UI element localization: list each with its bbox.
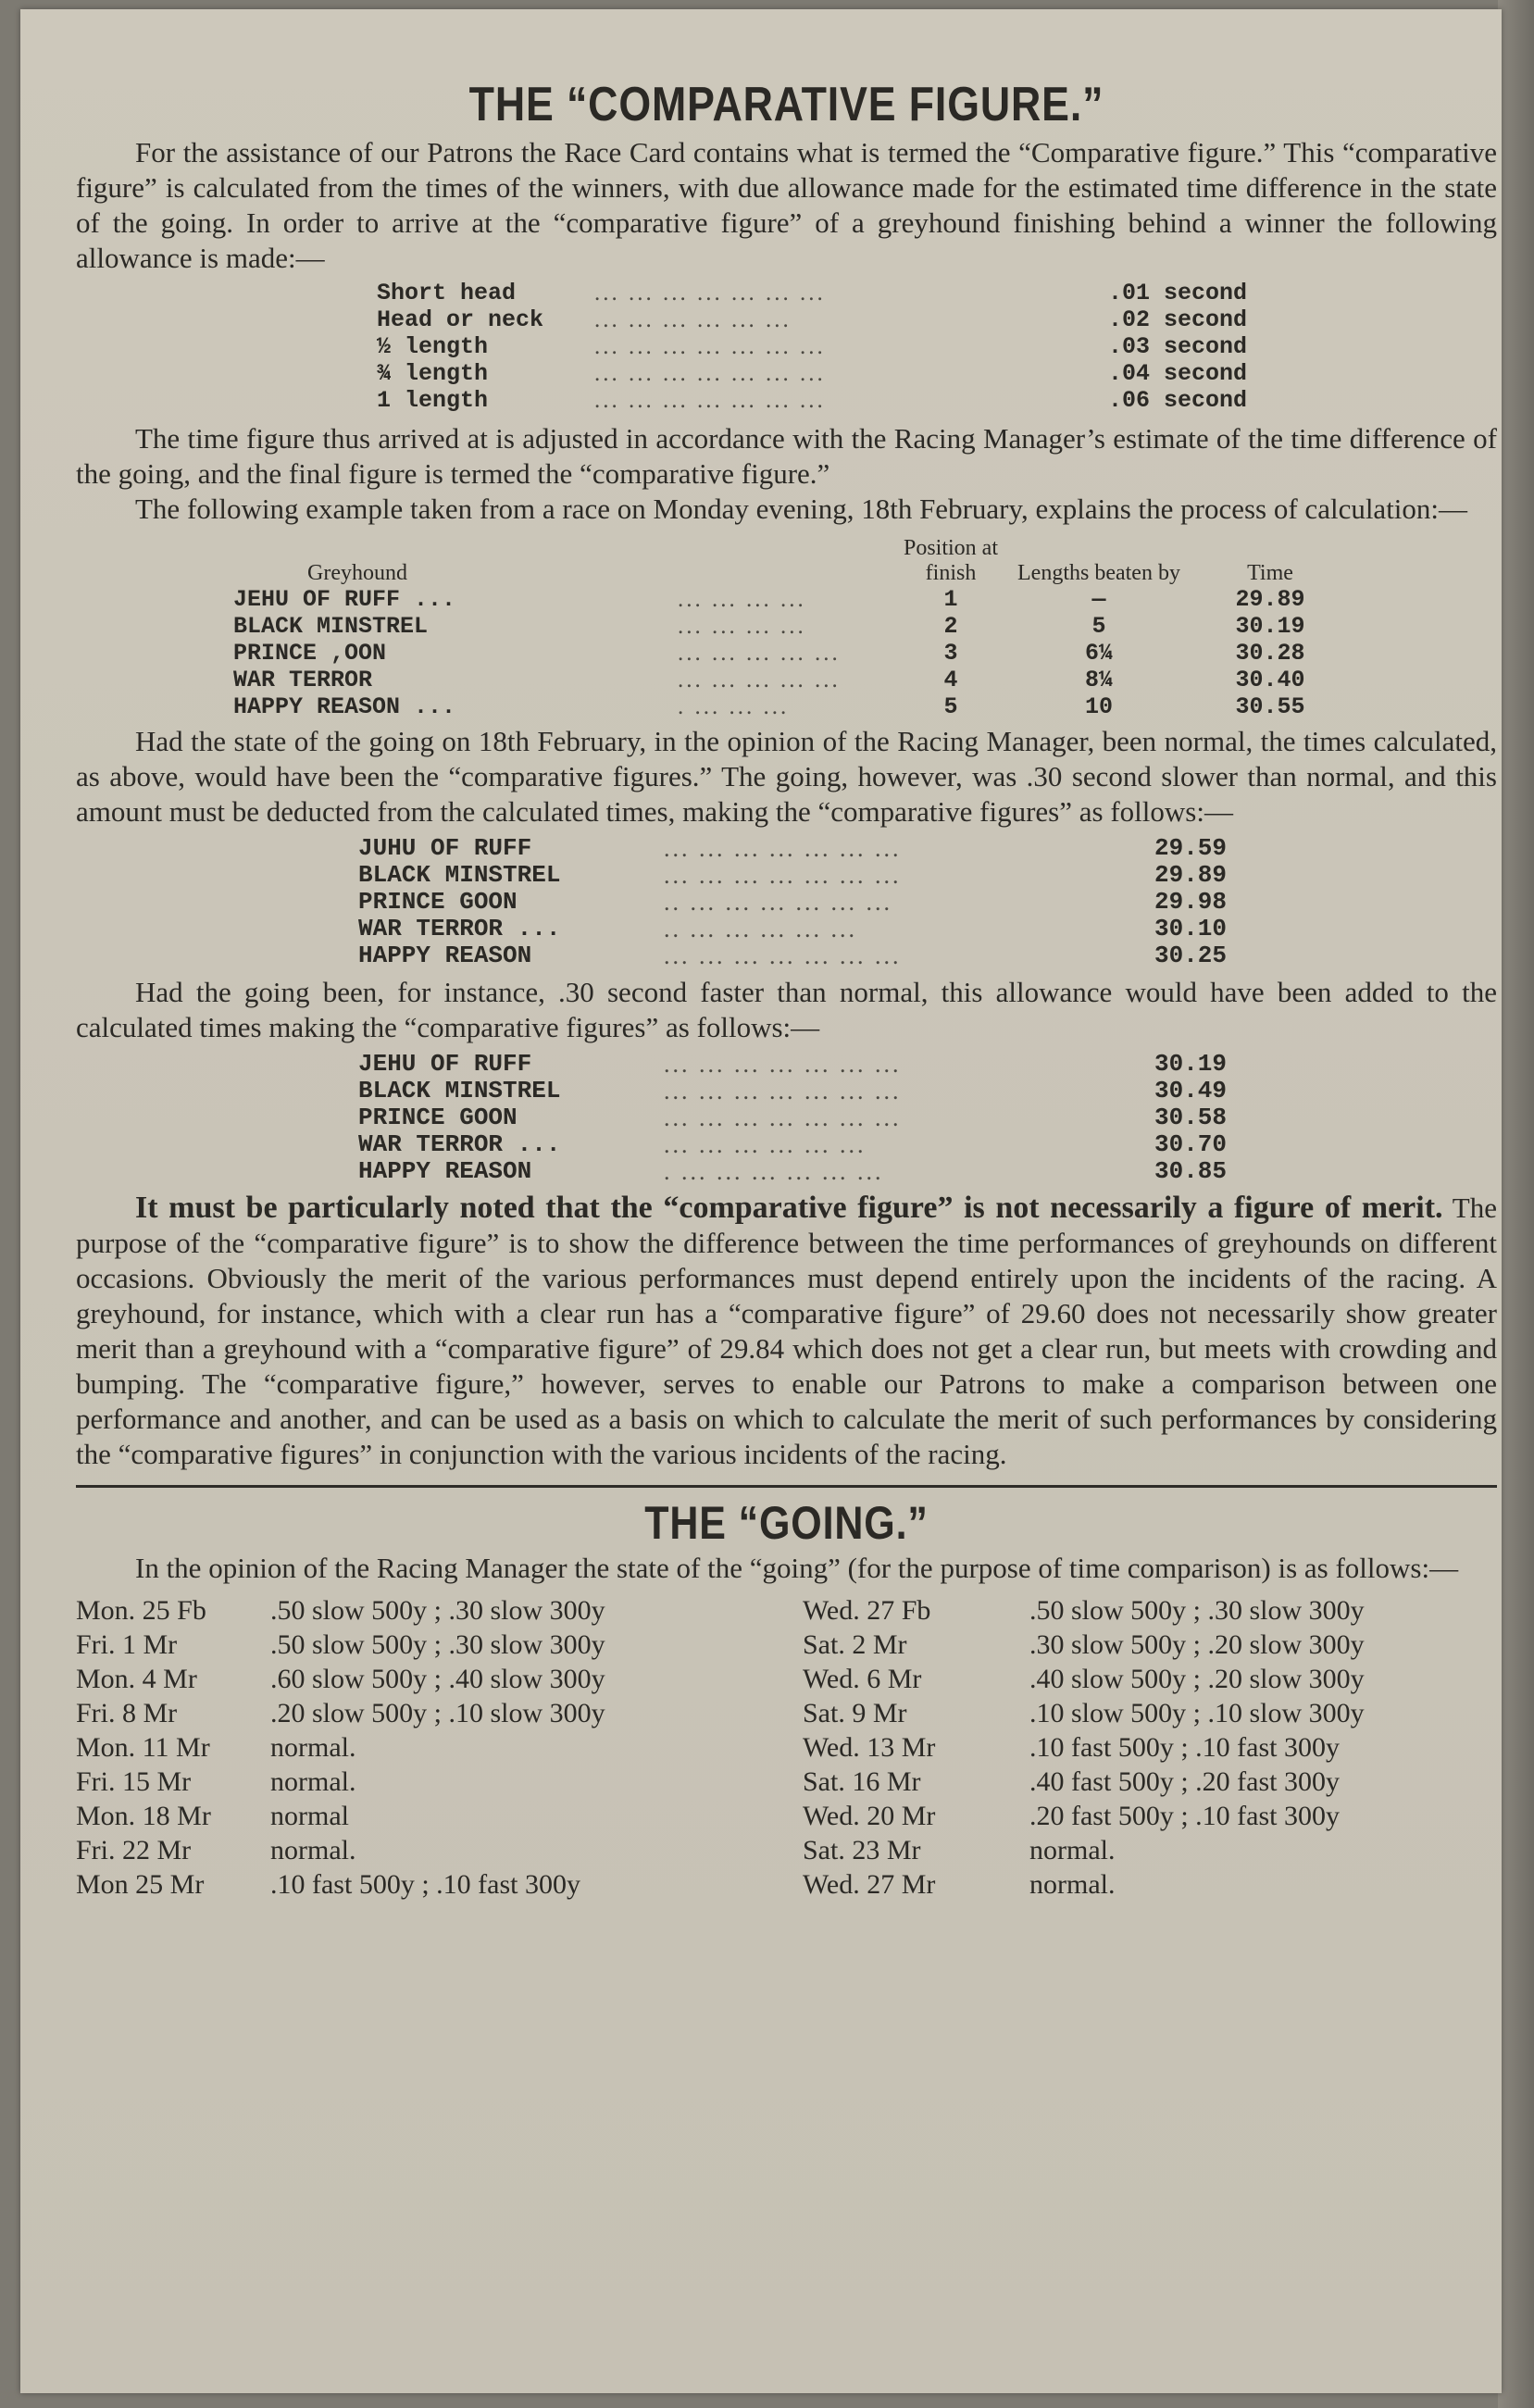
table-row (233, 667, 1353, 693)
going-state: normal. (1029, 1869, 1116, 1900)
finish-position: 1 (943, 586, 958, 613)
race-time: 29.89 (1235, 586, 1305, 613)
finish-position: 5 (943, 693, 958, 720)
going-state: .50 slow 500y ; .30 slow 300y (1029, 1595, 1365, 1626)
going-row (76, 1833, 766, 1867)
going-row (803, 1799, 1492, 1833)
greyhound-name: JEHU OF RUFF ... (233, 586, 456, 613)
comparative-value: 29.98 (1154, 888, 1228, 916)
race-time: 30.19 (1235, 613, 1305, 640)
comparative-value: 30.25 (1154, 942, 1228, 969)
leader-dots: ... ... ... ... ... ... ... (594, 361, 826, 386)
faster-paragraph: Had the going been, for instance, .30 second faster than normal, this allowance would have been added to the calculated times making the “comparative figures” as follows:— (76, 976, 1497, 1043)
going-date: Wed. 13 Mr (803, 1732, 936, 1763)
going-state: normal. (270, 1766, 356, 1797)
header-greyhound: Greyhound (307, 561, 407, 585)
greyhound-name: PRINCE GOON (358, 1104, 518, 1131)
allowance-row (377, 280, 1497, 306)
lengths-beaten: 8¼ (1084, 667, 1113, 693)
going-row (803, 1730, 1492, 1765)
going-date: Sat. 9 Mr (803, 1698, 907, 1728)
greyhound-name: BLACK MINSTREL (358, 1077, 561, 1104)
comparative-value: 30.19 (1154, 1050, 1228, 1078)
greyhound-name: HAPPY REASON ... (233, 693, 456, 720)
allowance-value: .02 second (1108, 306, 1248, 333)
leader-dots: ... ... ... ... ... ... ... (664, 1051, 902, 1078)
comparative-intro: For the assistance of our Patrons the Race Card contains what is termed the “Comparative figure.” This “comparative figure” is calculated from the times of the winners, with due allowance made for the estimated time difference in the state of the going. In order to arrive at the “comparative figure” of a greyhound finishing behind a winner the following allowance is made:— (76, 136, 1497, 274)
table-row (233, 640, 1353, 667)
race-card-page (20, 9, 1502, 2393)
going-date: Wed. 27 Mr (803, 1869, 936, 1900)
going-date: Wed. 20 Mr (803, 1801, 936, 1831)
going-row (803, 1628, 1492, 1662)
leader-dots: ... ... ... ... ... ... ... (664, 1104, 902, 1131)
figure-row (358, 1158, 1497, 1185)
going-state: .60 slow 500y ; .40 slow 300y (270, 1664, 605, 1694)
allowance-value: .03 second (1108, 333, 1248, 360)
greyhound-name: WAR TERROR ... (358, 915, 561, 942)
leader-dots: ... ... ... ... ... (678, 668, 841, 692)
lengths-beaten: 10 (1084, 693, 1113, 720)
going-date: Fri. 15 Mr (76, 1766, 192, 1797)
going-state: .40 fast 500y ; .20 fast 300y (1029, 1766, 1340, 1797)
slower-paragraph: Had the state of the going on 18th February, in the opinion of the Racing Manager, been normal, the times calculated, as above, would have been the “comparative figures.” The going, however, was .30 second slower than normal, and this amount must be deducted from the calculated times, making the “comparative figures” as follows:— (76, 725, 1497, 828)
race-example-table (233, 536, 1353, 720)
going-state: normal. (270, 1732, 356, 1763)
allowance-label: ½ length (377, 333, 489, 360)
going-date: Sat. 2 Mr (803, 1629, 907, 1660)
race-table-header (233, 536, 1353, 586)
figure-row (358, 835, 1497, 862)
leader-dots: ... ... ... ... ... ... ... (664, 835, 902, 862)
leader-dots: ... ... ... ... (678, 614, 806, 639)
going-state: .50 slow 500y ; .30 slow 300y (270, 1595, 605, 1626)
race-time: 30.28 (1235, 640, 1305, 667)
header-time: Time (1247, 561, 1293, 585)
leader-dots: ... ... ... ... ... (678, 641, 841, 666)
going-state: .20 fast 500y ; .10 fast 300y (1029, 1801, 1340, 1831)
leader-dots: . ... ... ... ... ... ... (664, 1158, 884, 1185)
going-state: .30 slow 500y ; .20 slow 300y (1029, 1629, 1365, 1660)
leader-dots: .. ... ... ... ... ... (664, 916, 857, 942)
comparative-value: 30.58 (1154, 1104, 1228, 1131)
allowance-value: .06 second (1108, 387, 1248, 414)
finish-position: 4 (943, 667, 958, 693)
going-left-column (76, 1593, 766, 1902)
example-intro: The following example taken from a race on Monday evening, 18th February, explains the process of calculation:— (135, 493, 1468, 525)
greyhound-name: JUHU OF RUFF (358, 834, 532, 862)
lengths-beaten: 6¼ (1084, 640, 1113, 667)
race-time: 30.40 (1235, 667, 1305, 693)
going-state: normal (270, 1801, 349, 1831)
leader-dots: ... ... ... ... (678, 587, 806, 612)
going-right-column (803, 1593, 1492, 1902)
allowance-value: .01 second (1108, 280, 1248, 306)
greyhound-name: JEHU OF RUFF (358, 1050, 532, 1078)
slower-figures-list (358, 835, 1497, 969)
finish-position: 2 (943, 613, 958, 640)
faster-figures-list (358, 1051, 1497, 1185)
going-date: Fri. 22 Mr (76, 1835, 192, 1865)
leader-dots: . ... ... ... (678, 694, 790, 719)
merit-paragraph (76, 1191, 1497, 1472)
adjust-paragraph: The time figure thus arrived at is adjusted in accordance with the Racing Manager’s estimate of the time difference of the going, and the final figure is termed the “comparative figure.” (76, 422, 1497, 490)
going-row (76, 1765, 766, 1799)
going-state: .20 slow 500y ; .10 slow 300y (270, 1698, 605, 1728)
greyhound-name: WAR TERROR ... (358, 1130, 561, 1158)
figure-row (358, 1051, 1497, 1078)
going-state: .10 fast 500y ; .10 fast 300y (1029, 1732, 1340, 1763)
going-state: .50 slow 500y ; .30 slow 300y (270, 1629, 605, 1660)
figure-row (358, 916, 1497, 942)
going-date: Mon 25 Mr (76, 1869, 205, 1900)
going-date: Sat. 23 Mr (803, 1835, 921, 1865)
merit-body-text: The purpose of the “comparative figure” is to show the difference between the time performances of greyhounds on different occasions. Obviously the merit of the various performances must depend entirely upon the incidents of the racing. A greyhound, for instance, which with a clear run has a “comparative figure” of 29.60 does not necessarily show greater merit than a greyhound with a “comparative figure” of 29.84 which does not get a clear run, but meets with crowding and bumping. The “comparative figure,” however, serves to enable our Patrons to make a comparison between one performance and another, and can be used as a basis on which to calculate the merit of such performances by considering the “comparative figures” in conjunction with the various incidents of the racing. (76, 1192, 1497, 1470)
going-row (803, 1867, 1492, 1902)
allowance-label: Head or neck (377, 306, 544, 333)
allowance-list (377, 280, 1497, 414)
greyhound-name: BLACK MINSTREL (358, 861, 561, 889)
going-date: Wed. 27 Fb (803, 1595, 931, 1626)
going-row (76, 1628, 766, 1662)
allowance-value: .04 second (1108, 360, 1248, 387)
merit-bold-text: It must be particularly noted that the “comparative figure” is not necessarily a figure of merit. (135, 1191, 1443, 1225)
leader-dots: .. ... ... ... ... ... ... (664, 889, 892, 916)
going-row (803, 1662, 1492, 1696)
race-time: 30.55 (1235, 693, 1305, 720)
going-row (76, 1593, 766, 1628)
leader-dots: ... ... ... ... ... ... (594, 307, 792, 332)
going-row (803, 1765, 1492, 1799)
going-row (76, 1799, 766, 1833)
going-date: Wed. 6 Mr (803, 1664, 922, 1694)
going-state: .10 fast 500y ; .10 fast 300y (270, 1869, 580, 1900)
leader-dots: ... ... ... ... ... ... ... (594, 281, 826, 306)
going-date: Mon. 4 Mr (76, 1664, 197, 1694)
greyhound-name: HAPPY REASON (358, 942, 532, 969)
comparative-value: 30.49 (1154, 1077, 1228, 1104)
comparative-value: 30.85 (1154, 1157, 1228, 1185)
going-row (76, 1867, 766, 1902)
going-state: .10 slow 500y ; .10 slow 300y (1029, 1698, 1365, 1728)
allowance-label: Short head (377, 280, 517, 306)
greyhound-name: BLACK MINSTREL (233, 613, 429, 640)
going-row (803, 1593, 1492, 1628)
going-date: Fri. 1 Mr (76, 1629, 178, 1660)
greyhound-name: HAPPY REASON (358, 1157, 532, 1185)
comparative-value: 29.59 (1154, 834, 1228, 862)
going-row (76, 1662, 766, 1696)
header-spacer (678, 536, 891, 586)
table-row (233, 586, 1353, 613)
figure-row (358, 889, 1497, 916)
header-lengths: Lengths beaten by (1017, 561, 1180, 585)
going-date: Sat. 16 Mr (803, 1766, 921, 1797)
going-intro: In the opinion of the Racing Manager the state of the “going” (for the purpose of time comparison) is as follows:— (135, 1552, 1459, 1584)
going-date: Mon. 11 Mr (76, 1732, 210, 1763)
going-title: THE “GOING.” (644, 1497, 929, 1549)
going-date: Mon. 18 Mr (76, 1801, 211, 1831)
comparative-value: 29.89 (1154, 861, 1228, 889)
leader-dots: ... ... ... ... ... ... ... (594, 388, 826, 413)
going-table (76, 1593, 1497, 1902)
allowance-row (377, 306, 1497, 333)
comparative-figure-title: THE “COMPARATIVE FIGURE.” (468, 78, 1104, 131)
going-state: normal. (1029, 1835, 1116, 1865)
figure-row (358, 1131, 1497, 1158)
allowance-row (377, 387, 1497, 414)
going-date: Mon. 25 Fb (76, 1595, 206, 1626)
booklet-spine (1498, 0, 1534, 2408)
leader-dots: ... ... ... ... ... ... ... (664, 942, 902, 969)
going-state: normal. (270, 1835, 356, 1865)
table-row (233, 693, 1353, 720)
figure-row (358, 942, 1497, 969)
figure-row (358, 1078, 1497, 1104)
greyhound-name: WAR TERROR (233, 667, 373, 693)
table-row (233, 613, 1353, 640)
leader-dots: ... ... ... ... ... ... ... (594, 334, 826, 359)
finish-position: 3 (943, 640, 958, 667)
going-state: .40 slow 500y ; .20 slow 300y (1029, 1664, 1365, 1694)
greyhound-name: PRINCE GOON (358, 888, 518, 916)
lengths-beaten: 5 (1091, 613, 1106, 640)
going-row (76, 1696, 766, 1730)
going-row (76, 1730, 766, 1765)
lengths-beaten: — (1091, 586, 1106, 613)
leader-dots: ... ... ... ... ... ... (664, 1131, 867, 1158)
going-row (803, 1833, 1492, 1867)
allowance-row (377, 360, 1497, 387)
comparative-value: 30.70 (1154, 1130, 1228, 1158)
going-date: Fri. 8 Mr (76, 1698, 178, 1728)
leader-dots: ... ... ... ... ... ... ... (664, 1078, 902, 1104)
allowance-row (377, 333, 1497, 360)
allowance-label: ¾ length (377, 360, 489, 387)
leader-dots: ... ... ... ... ... ... ... (664, 862, 902, 889)
comparative-value: 30.10 (1154, 915, 1228, 942)
allowance-label: 1 length (377, 387, 489, 414)
header-position: Position at finish (903, 536, 998, 585)
going-row (803, 1696, 1492, 1730)
section-divider (76, 1485, 1497, 1488)
figure-row (358, 862, 1497, 889)
page-content (76, 74, 1497, 1902)
greyhound-name: PRINCE ,OON (233, 640, 387, 667)
figure-row (358, 1104, 1497, 1131)
